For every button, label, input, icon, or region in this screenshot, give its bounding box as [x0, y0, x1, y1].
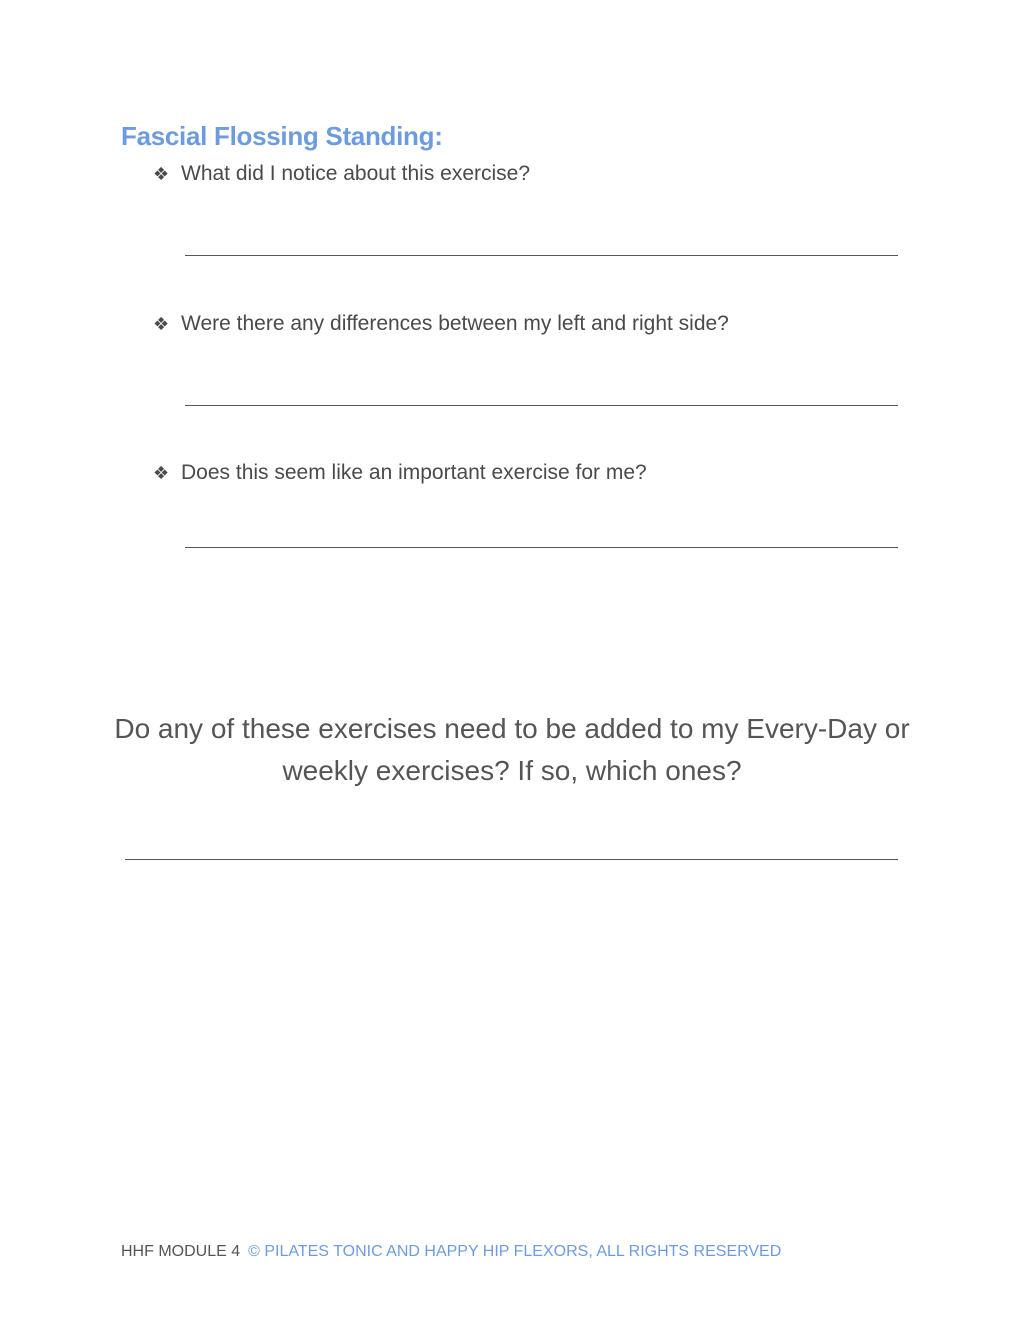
question-1	[153, 162, 530, 186]
answer-line-3[interactable]	[185, 547, 898, 548]
question-text: Does this seem like an important exercise for me?	[181, 461, 647, 484]
question-text: Were there any differences between my left and right side?	[181, 312, 729, 335]
footer-copyright: © PILATES TONIC AND HAPPY HIP FLEXORS, ALL RIGHTS RESERVED	[248, 1243, 782, 1260]
bullet-icon: ❖	[153, 314, 170, 335]
question-3	[153, 461, 647, 485]
footer	[121, 1243, 781, 1261]
summary-prompt-line-1: Do any of these exercises need to be added to my Every-Day or	[114, 713, 910, 744]
bullet-icon: ❖	[153, 463, 170, 484]
answer-line-summary[interactable]	[125, 859, 898, 860]
answer-line-2[interactable]	[185, 405, 898, 406]
footer-module-label: HHF MODULE 4	[121, 1243, 241, 1260]
answer-line-1[interactable]	[185, 255, 898, 256]
question-text: What did I notice about this exercise?	[181, 162, 531, 185]
summary-prompt-line-2: weekly exercises? If so, which ones?	[282, 755, 742, 786]
section-heading: Fascial Flossing Standing:	[121, 121, 443, 151]
question-2	[153, 312, 729, 336]
bullet-icon: ❖	[153, 164, 170, 185]
summary-prompt	[0, 708, 1024, 792]
